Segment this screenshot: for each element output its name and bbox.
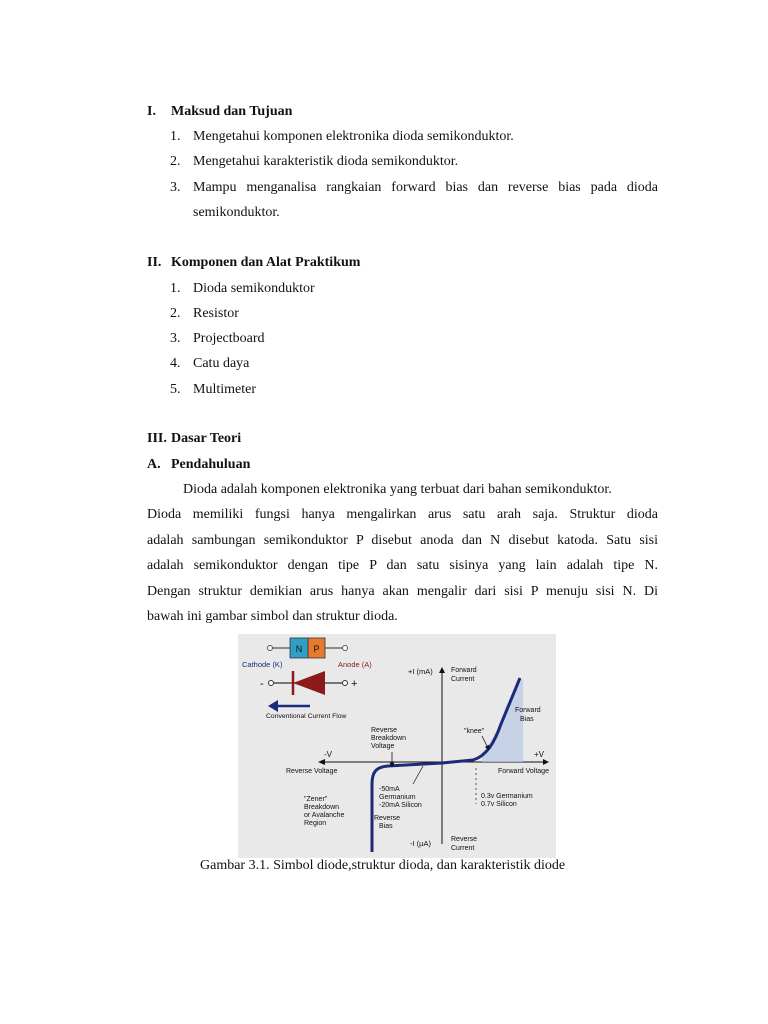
body-paragraph <box>147 477 658 629</box>
list-number: 3. <box>170 180 181 195</box>
list-item: Catu daya <box>193 356 250 371</box>
zener-label: "Zener" <box>304 796 328 803</box>
zener-label: Breakdown <box>304 804 340 811</box>
reverse-bias-label: Bias <box>379 823 393 830</box>
section-title: Dasar Teori <box>171 431 242 446</box>
plus-i-label: +I (mA) <box>408 667 433 676</box>
list-item-continuation: semikonduktor. <box>193 205 280 220</box>
list-number: 1. <box>170 129 181 144</box>
list-number: 5. <box>170 382 181 397</box>
zener-label: Region <box>304 820 327 827</box>
reverse-breakdown-label: Breakdown <box>371 735 407 742</box>
minus-i-label: -I (µA) <box>410 839 431 848</box>
ge-leakage-label: -50mA <box>379 786 400 793</box>
plus-v-label: +V <box>534 750 545 759</box>
section-1-heading <box>147 104 293 120</box>
reverse-current-label: Reverse <box>451 836 478 843</box>
list-item: Multimeter <box>193 382 256 397</box>
list-item: Mengetahui komponen elektronika dioda semikonduktor. <box>193 129 514 144</box>
subsection-number: A. <box>147 457 161 472</box>
figure-caption: Gambar 3.1. Simbol diode,struktur dioda, dan karakteristik diode <box>200 858 566 873</box>
forward-bias-label: Forward <box>515 707 541 714</box>
list-number: 2. <box>170 306 181 321</box>
forward-current-label: Current <box>451 676 475 683</box>
conventional-label: Conventional Current Flow <box>266 713 347 720</box>
paragraph-line: Dengan struktur demikian arus hanya akan mengalir dari sisi P menuju sisi N. Di <box>147 583 658 599</box>
diode-figure-svg <box>238 634 556 858</box>
plus-sign: + <box>351 678 358 690</box>
forward-bias-label: Bias <box>520 716 534 723</box>
list-item: Dioda semikonduktor <box>193 281 315 296</box>
diode-structure <box>242 638 372 669</box>
forward-voltage-label: Forward Voltage <box>498 768 549 775</box>
diode-figure <box>238 634 556 858</box>
reverse-breakdown-label: Reverse <box>371 727 398 734</box>
subsection-heading <box>147 457 251 473</box>
section-2-heading <box>147 255 361 271</box>
paragraph-line: Dioda adalah komponen elektronika yang terbuat dari bahan semikonduktor. <box>183 482 612 497</box>
current-flow-arrow-icon <box>266 700 347 720</box>
section-title: Komponen dan Alat Praktikum <box>171 255 361 270</box>
section-title: Maksud dan Tujuan <box>171 104 293 119</box>
list-item: Mampu menganalisa rangkaian forward bias dan reverse bias pada dioda <box>193 180 658 195</box>
list-item: Projectboard <box>193 331 265 346</box>
reverse-bias-label: Reverse <box>374 815 401 822</box>
ge-leakage-label: Germanium <box>379 794 416 801</box>
list-item: Resistor <box>193 306 239 321</box>
list-number: 3. <box>170 331 181 346</box>
anode-label: Anode (A) <box>338 660 372 669</box>
forward-current-label: Forward <box>451 667 477 674</box>
si-forward-label: 0.7v Silicon <box>481 801 517 808</box>
n-label: N <box>295 644 303 654</box>
paragraph-line: adalah semikonduktor dengan tipe P dan satu sisinya yang lain adalah tipe N. <box>147 558 658 574</box>
subsection-title: Pendahuluan <box>171 457 251 472</box>
zener-label: or Avalanche <box>304 812 345 819</box>
iv-curve <box>372 678 520 852</box>
reverse-voltage-label: Reverse Voltage <box>286 768 338 775</box>
list-number: 1. <box>170 281 181 296</box>
paragraph-line: bawah ini gambar simbol dan struktur dioda. <box>147 608 398 624</box>
section-number: I. <box>147 104 156 119</box>
paragraph-line: Dioda memiliki fungsi hanya mengalirkan arus satu arah saja. Struktur dioda <box>147 507 658 523</box>
ge-forward-label: 0.3v Germanium <box>481 793 533 800</box>
paragraph-line: adalah sambungan semikonduktor P disebut anoda dan N disebut katoda. Satu sisi <box>147 532 658 548</box>
p-label: P <box>313 644 320 654</box>
section-3-heading <box>147 431 242 447</box>
section-number: II. <box>147 255 162 270</box>
diode-symbol-icon <box>260 671 357 695</box>
list-number: 2. <box>170 154 181 169</box>
reverse-breakdown-label: Voltage <box>371 743 395 750</box>
minus-v-label: -V <box>324 750 332 759</box>
minus-sign: - <box>260 678 264 690</box>
knee-label: "knee" <box>464 728 485 735</box>
list-item: Mengetahui karakteristik dioda semikonduktor. <box>193 154 459 169</box>
section-number: III. <box>147 431 167 446</box>
cathode-label: Cathode (K) <box>242 660 283 669</box>
list-number: 4. <box>170 356 181 371</box>
reverse-current-label: Current <box>451 845 475 852</box>
si-leakage-label: -20mA Silicon <box>379 802 422 809</box>
